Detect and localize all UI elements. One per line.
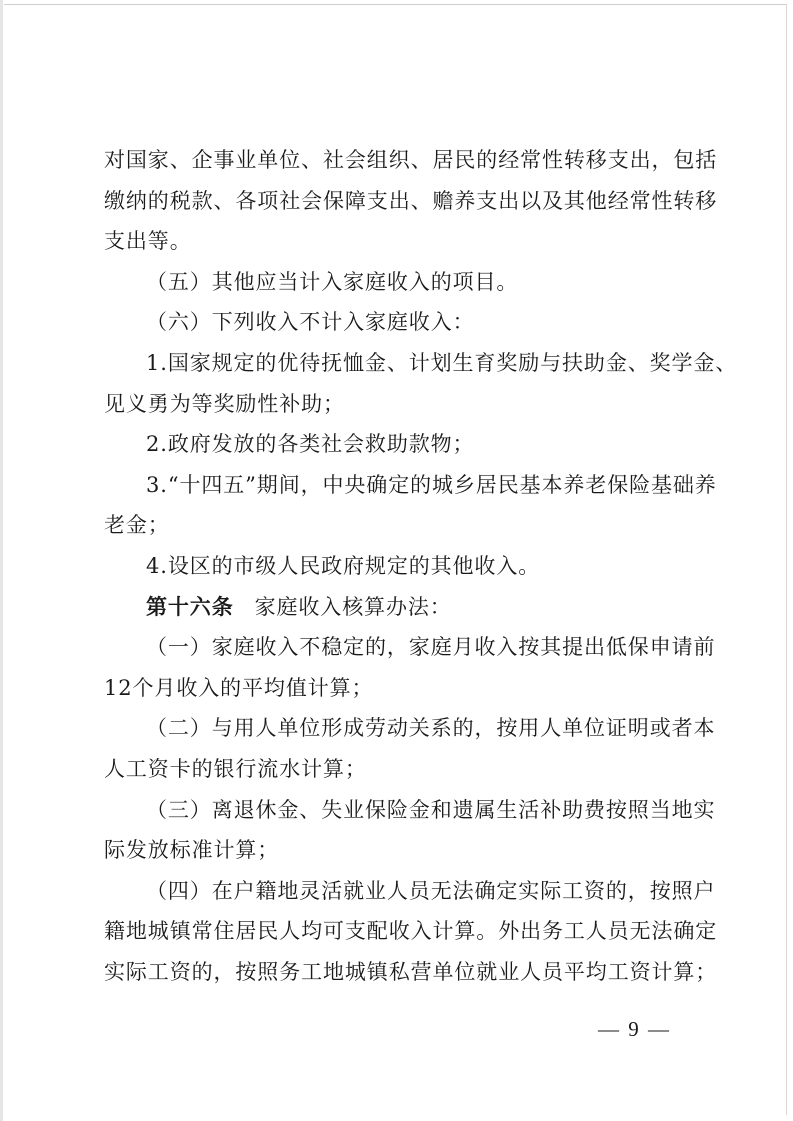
paragraph-item-3: （三）离退休金、失业保险金和遗属生活补助费按照当地实 [146,797,716,822]
text-line: 老金； [104,513,170,538]
page-edge [0,0,3,1121]
list-item-3: 3.“十四五”期间，中央确定的城乡居民基本养老保险基础养 [146,472,717,497]
text-line: 12个月收入的平均值计算； [104,675,374,700]
text-line: 人工资卡的银行流水计算； [104,756,367,781]
text-line: 见义勇为等奖励性补助； [104,391,345,416]
list-item-4: 4.设区的市级人民政府规定的其他收入。 [146,553,541,578]
list-item-1: 1.国家规定的优待抚恤金、计划生育奖励与扶助金、奖学金、 [146,350,738,375]
text-line: 实际工资的，按照务工地城镇私营单位就业人员平均工资计算； [104,959,718,984]
text-line: 籍地城镇常住居民人均可支配收入计算。外出务工人员无法确定 [104,919,718,944]
text-line: 支出等。 [104,229,192,254]
text-line: 际发放标准计算； [104,838,280,863]
paragraph-item-4: （四）在户籍地灵活就业人员无法确定实际工资的，按照户 [146,878,716,903]
article-16 [104,587,694,628]
article-title: 家庭收入核算办法： [254,594,452,619]
paragraph-item-1: （一）家庭收入不稳定的，家庭月收入按其提出低保申请前 [146,635,716,660]
page-number: — 9 — [598,1017,671,1041]
paragraph-item-5: （五）其他应当计入家庭收入的项目。 [146,269,519,294]
text-line: 缴纳的税款、各项社会保障支出、赡养支出以及其他经常性转移 [104,188,718,213]
list-item-2: 2.政府发放的各类社会救助款物； [146,432,475,457]
document-body [104,140,738,992]
article-heading: 第十六条 [146,594,234,619]
paragraph-item-2: （二）与用人单位形成劳动关系的，按用人单位证明或者本 [146,716,716,741]
paragraph-item-6: （六）下列收入不计入家庭收入： [146,310,475,335]
text-line: 对国家、企事业单位、社会组织、居民的经常性转移支出，包括 [104,148,718,172]
